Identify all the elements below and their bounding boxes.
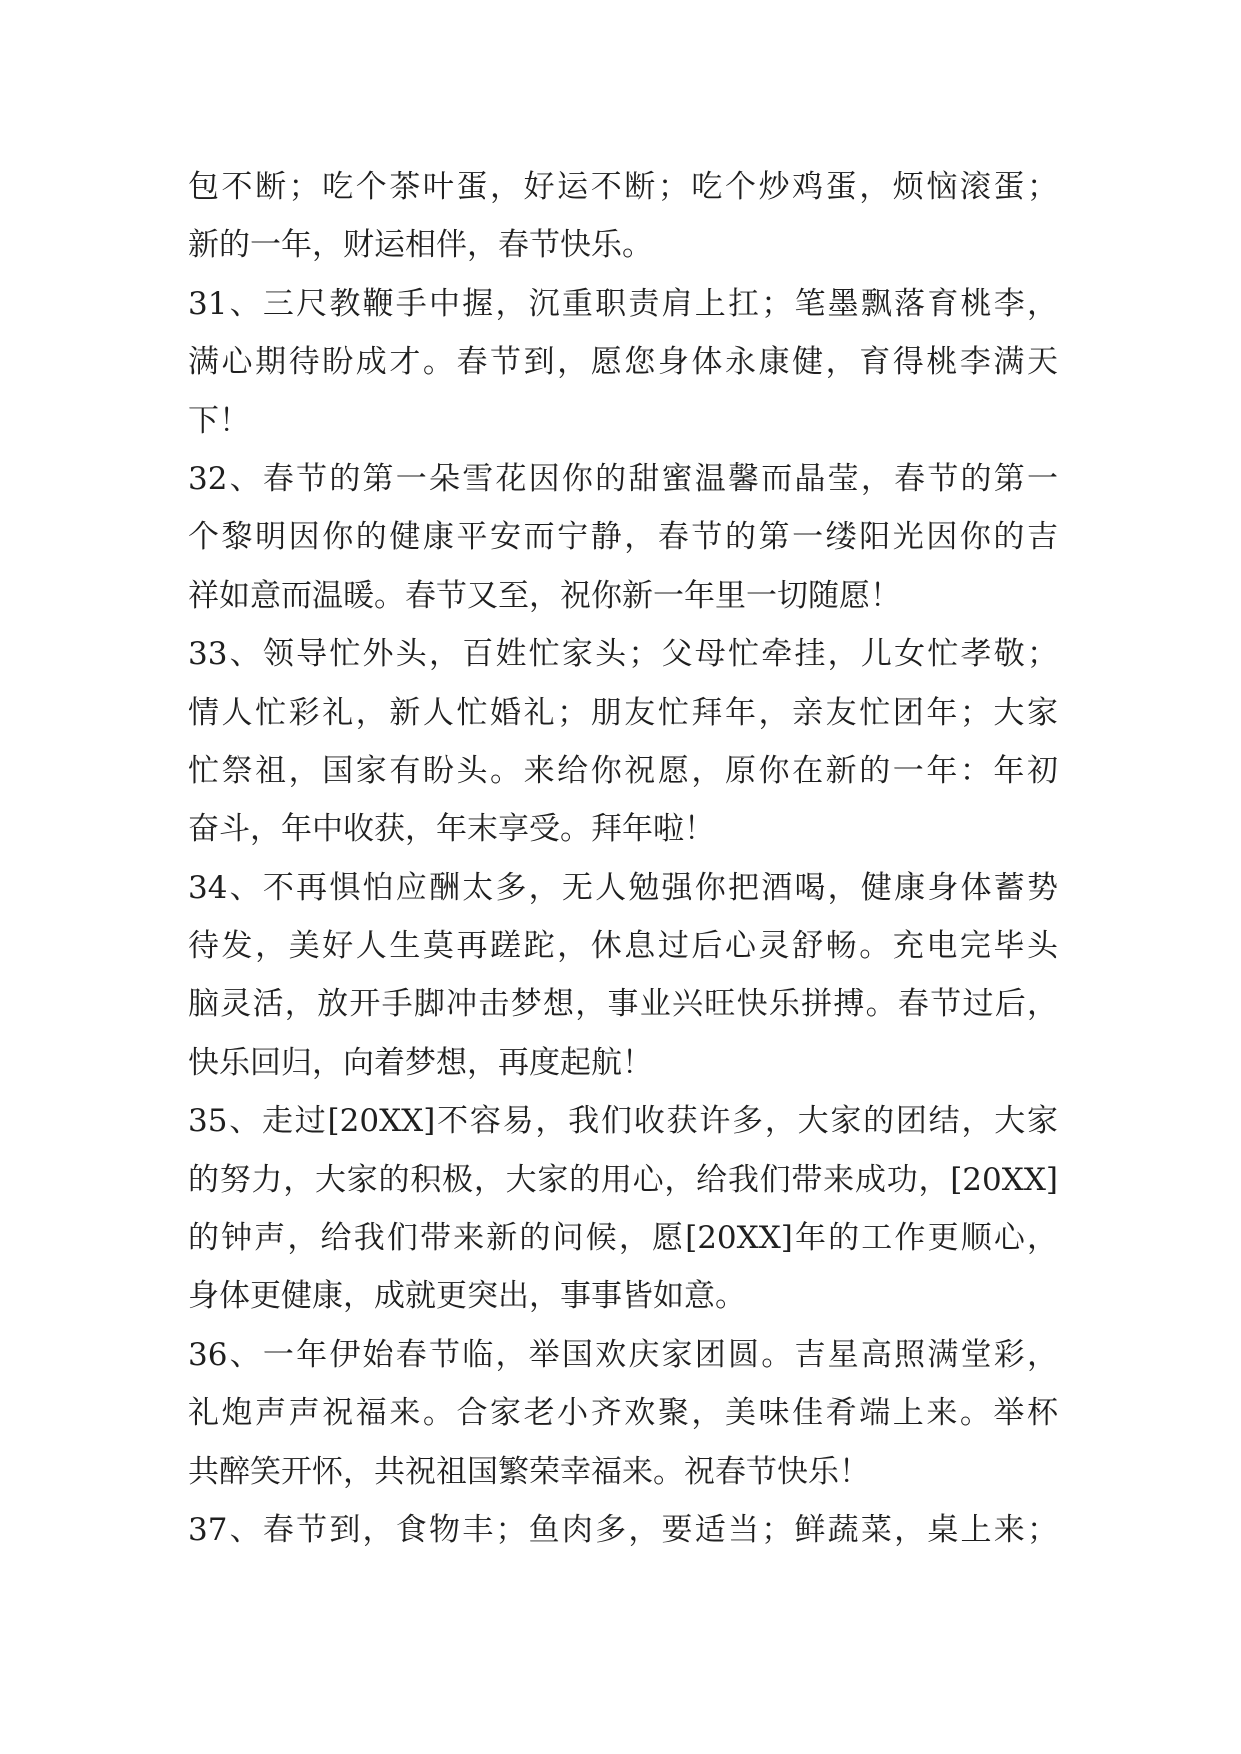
text-line: 忙祭祖，国家有盼头。来给你祝愿，原你在新的一年：年初 xyxy=(188,752,1058,789)
text-line: 的努力，大家的积极，大家的用心，给我们带来成功，[20XX] xyxy=(188,1161,1058,1198)
document-body xyxy=(188,158,1058,1559)
text-line: 情人忙彩礼，新人忙婚礼；朋友忙拜年，亲友忙团年；大家 xyxy=(188,694,1058,731)
text-line: 31、三尺教鞭手中握，沉重职责肩上扛；笔墨飘落育桃李， xyxy=(188,285,1058,322)
text-line: 36、一年伊始春节临，举国欢庆家团圆。吉星高照满堂彩， xyxy=(188,1336,1058,1373)
text-line: 共醉笑开怀，共祝祖国繁荣幸福来。祝春节快乐！ xyxy=(188,1453,870,1490)
text-line: 祥如意而温暖。春节又至，祝你新一年里一切随愿！ xyxy=(188,577,901,614)
text-line: 满心期待盼成才。春节到，愿您身体永康健，育得桃李满天 xyxy=(188,344,1058,381)
text-line: 身体更健康，成就更突出，事事皆如意。 xyxy=(188,1278,746,1315)
text-line: 礼炮声声祝福来。合家老小齐欢聚，美味佳肴端上来。举杯 xyxy=(188,1395,1058,1432)
text-line: 待发，美好人生莫再蹉跎，休息过后心灵舒畅。充电完毕头 xyxy=(188,928,1058,965)
text-line: 脑灵活，放开手脚冲击梦想，事业兴旺快乐拼搏。春节过后， xyxy=(188,986,1058,1023)
text-line: 34、不再惧怕应酬太多，无人勉强你把酒喝，健康身体蓄势 xyxy=(188,869,1058,906)
text-line: 32、春节的第一朵雪花因你的甜蜜温馨而晶莹，春节的第一 xyxy=(188,460,1058,497)
text-line: 下！ xyxy=(188,402,250,439)
text-line: 新的一年，财运相伴，春节快乐。 xyxy=(188,227,653,264)
text-line: 35、走过[20XX]不容易，我们收获许多，大家的团结，大家 xyxy=(188,1103,1058,1140)
text-line: 33、领导忙外头，百姓忙家头；父母忙牵挂，儿女忙孝敬； xyxy=(188,636,1058,673)
text-line: 快乐回归，向着梦想，再度起航！ xyxy=(188,1044,653,1081)
text-line: 包不断；吃个茶叶蛋，好运不断；吃个炒鸡蛋，烦恼滚蛋； xyxy=(188,169,1058,205)
text-line: 37、春节到，食物丰；鱼肉多，要适当；鲜蔬菜，桌上来； xyxy=(188,1511,1058,1548)
text-line: 个黎明因你的健康平安而宁静，春节的第一缕阳光因你的吉 xyxy=(188,519,1058,556)
text-line: 奋斗，年中收获，年末享受。拜年啦！ xyxy=(188,811,715,848)
text-line: 的钟声，给我们带来新的问候，愿[20XX]年的工作更顺心， xyxy=(188,1220,1058,1257)
